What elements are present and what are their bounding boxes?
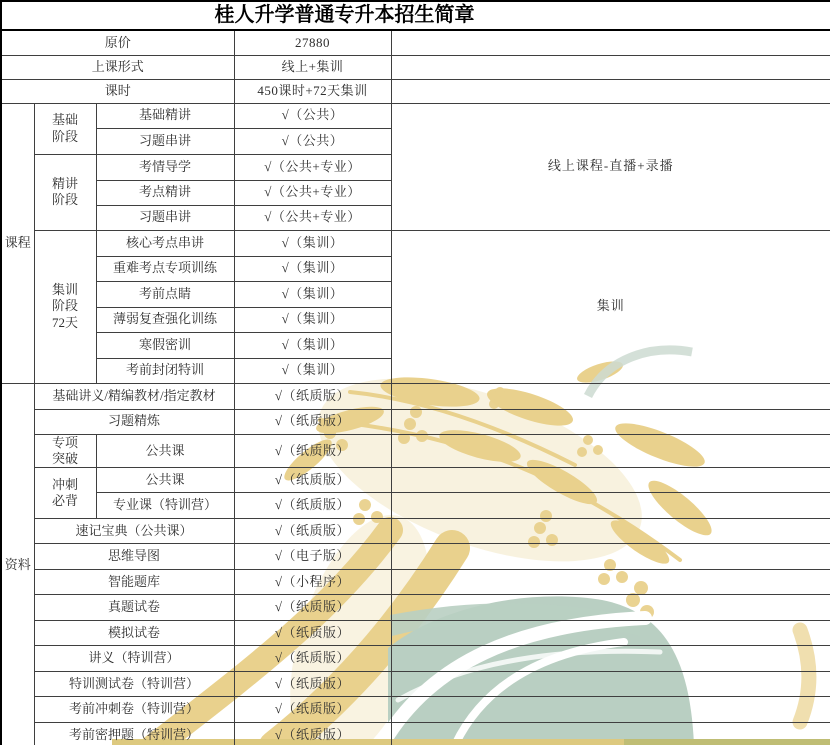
course-item: 习题串讲 <box>96 205 234 230</box>
material-item-check: √（纸质版） <box>234 383 391 409</box>
course-item-check: √（公共） <box>234 103 391 128</box>
material-item: 基础讲义/精编教材/指定教材 <box>34 383 234 409</box>
course-item-check: √（公共） <box>234 128 391 154</box>
course-item: 寒假密训 <box>96 332 234 358</box>
info-value-original-price: 27880 <box>234 30 391 55</box>
empty-cell <box>391 493 830 519</box>
empty-cell <box>391 723 830 745</box>
material-item: 智能题库 <box>34 570 234 595</box>
page-title: 桂人升学普通专升本招生简章 <box>1 1 830 30</box>
course-item-check: √（集训） <box>234 307 391 332</box>
material-item-check: √（纸质版） <box>234 621 391 646</box>
material-item: 真题试卷 <box>34 595 234 621</box>
material-item: 考前密押题（特训营） <box>34 723 234 745</box>
empty-cell <box>391 55 830 79</box>
course-item-check: √（集训） <box>234 281 391 307</box>
course-item: 考情导学 <box>96 154 234 180</box>
course-item: 重难考点专项训练 <box>96 256 234 281</box>
empty-cell <box>391 621 830 646</box>
delivery-camp: 集训 <box>391 230 830 383</box>
course-item: 考前点睛 <box>96 281 234 307</box>
info-label-class-format: 上课形式 <box>1 55 234 79</box>
group-label-basic-stage: 基础阶段 <box>34 103 96 154</box>
empty-cell <box>391 646 830 672</box>
info-value-class-format: 线上+集训 <box>234 55 391 79</box>
empty-cell <box>391 595 830 621</box>
info-value-class-hours: 450课时+72天集训 <box>234 79 391 103</box>
material-item: 思维导图 <box>34 544 234 570</box>
material-item-check: √（纸质版） <box>234 434 391 468</box>
material-item-check: √（电子版） <box>234 544 391 570</box>
empty-cell <box>391 383 830 409</box>
section-label-courses: 课程 <box>1 103 34 383</box>
material-item-check: √（小程序） <box>234 570 391 595</box>
material-item-check: √（纸质版） <box>234 493 391 519</box>
course-item: 薄弱复查强化训练 <box>96 307 234 332</box>
group-label-special-breakthrough: 专项突破 <box>34 434 96 468</box>
empty-cell <box>391 79 830 103</box>
material-item-check: √（纸质版） <box>234 646 391 672</box>
group-label-intensive-stage: 精讲阶段 <box>34 154 96 230</box>
empty-cell <box>391 409 830 434</box>
material-item: 公共课 <box>96 468 234 493</box>
course-item-check: √（集训） <box>234 256 391 281</box>
material-item: 公共课 <box>96 434 234 468</box>
material-item: 特训测试卷（特训营） <box>34 672 234 697</box>
material-item-check: √（纸质版） <box>234 672 391 697</box>
info-label-original-price: 原价 <box>1 30 234 55</box>
course-item-check: √（公共+专业） <box>234 180 391 205</box>
course-item-check: √（集训） <box>234 230 391 256</box>
material-item-check: √（纸质版） <box>234 468 391 493</box>
material-item: 专业课（特训营） <box>96 493 234 519</box>
course-item-check: √（集训） <box>234 332 391 358</box>
material-item: 考前冲刺卷（特训营） <box>34 697 234 723</box>
course-item-check: √（集训） <box>234 358 391 383</box>
material-item-check: √（纸质版） <box>234 697 391 723</box>
empty-cell <box>391 30 830 55</box>
course-item: 基础精讲 <box>96 103 234 128</box>
material-item: 速记宝典（公共课） <box>34 519 234 544</box>
empty-cell <box>391 544 830 570</box>
group-label-sprint-memorize: 冲刺必背 <box>34 468 96 519</box>
course-item-check: √（公共+专业） <box>234 205 391 230</box>
empty-cell <box>391 570 830 595</box>
material-item: 习题精炼 <box>34 409 234 434</box>
material-item-check: √（纸质版） <box>234 519 391 544</box>
empty-cell <box>391 468 830 493</box>
material-item-check: √（纸质版） <box>234 595 391 621</box>
group-label-camp-stage: 集训阶段72天 <box>34 230 96 383</box>
course-item: 考点精讲 <box>96 180 234 205</box>
course-item-check: √（公共+专业） <box>234 154 391 180</box>
info-label-class-hours: 课时 <box>1 79 234 103</box>
empty-cell <box>391 519 830 544</box>
delivery-online: 线上课程-直播+录播 <box>391 103 830 230</box>
course-item: 考前封闭特训 <box>96 358 234 383</box>
material-item-check: √（纸质版） <box>234 723 391 745</box>
material-item: 模拟试卷 <box>34 621 234 646</box>
empty-cell <box>391 672 830 697</box>
section-label-materials: 资料 <box>1 383 34 745</box>
course-item: 核心考点串讲 <box>96 230 234 256</box>
course-item: 习题串讲 <box>96 128 234 154</box>
material-item: 讲义（特训营） <box>34 646 234 672</box>
empty-cell <box>391 434 830 468</box>
empty-cell <box>391 697 830 723</box>
material-item-check: √（纸质版） <box>234 409 391 434</box>
